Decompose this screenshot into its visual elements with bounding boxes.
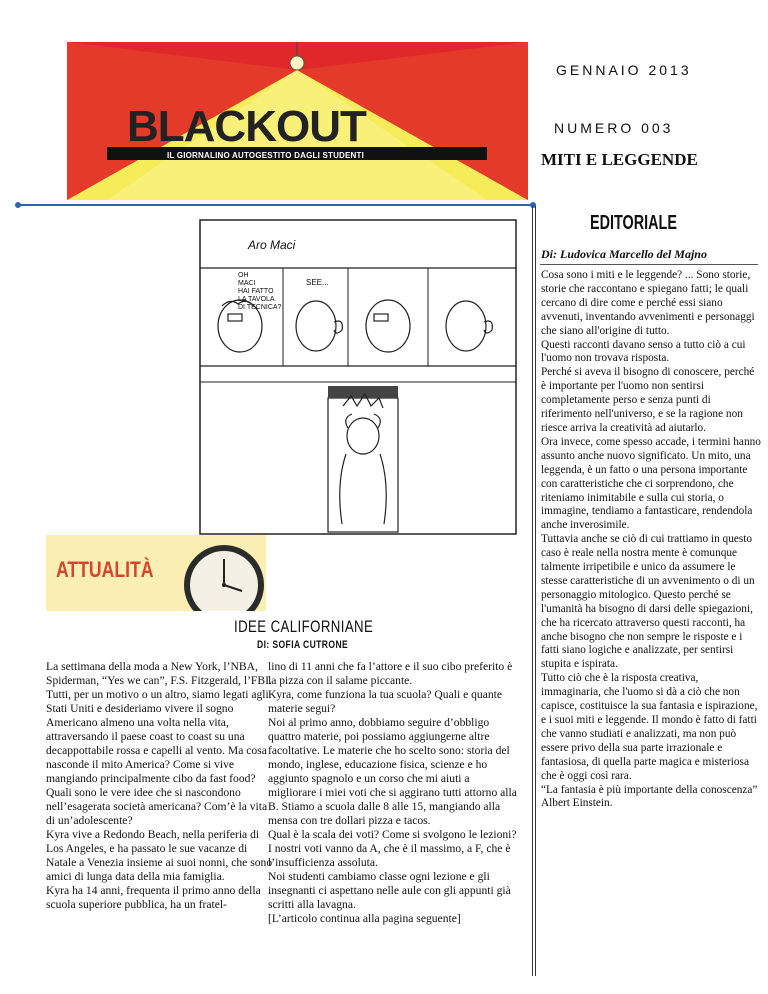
article-column-1 [46,660,274,912]
bubble-line: MACI [238,280,256,287]
article-title: IDEE CALIFORNIANE [234,617,374,636]
article-paragraph: Noi al primo anno, dobbiamo seguire d’obbligo quattro materie, poi possiamo aggiungerne altre facoltative. Le materie che ho scelto sono: storia del mondo, inglese, educazione fisica, scienze e ho aggiunto spagnolo e un corso che mi aiuti a migliorare i miei voti che si aggirano tutti attorno alla B. Stiamo a scuola dalle 8 alle 15, mangiando alla mensa con tre dollari pizza e tacos. [268,716,517,827]
article-paragraph: lino di 11 anni che fa l’attore e il suo cibo preferito è la pizza con il salame piccante. [268,660,513,687]
comic-caption: Aro Maci [248,238,296,252]
issue-theme: MITI E LEGGENDE [541,150,698,169]
character-head-3 [366,300,410,352]
article-paragraph: Noi studenti cambiamo classe ogni lezione e gli insegnanti ci aspettano nelle aule con gli appunti già scritti alla lavagna. [268,870,511,911]
issue-number: NUMERO 003 [554,120,674,136]
article-paragraph: Kyra, come funziona la tua scuola? Quali e quante materie segui? [268,688,503,715]
editorial-body [541,269,761,811]
editorial-rule [540,264,758,265]
header-rule [18,204,533,206]
article-column-2 [268,660,518,926]
editorial-heading: EDITORIALE [590,212,677,234]
bubble-line: DI TECNICA? [238,304,282,311]
comic-strip [198,218,518,536]
bubble-line: OH [238,272,249,279]
character-back-head [347,418,379,454]
bubble-line: LA TAVOLA [238,296,275,303]
speech-bubble-2: SEE... [306,278,329,287]
character-head-2 [296,301,342,351]
article-paragraph: La settimana della moda a New York, l’NBA, Spiderman, “Yes we can”, F.S. Fitzgerald, l’FBI. [46,660,272,687]
section-banner [46,535,266,611]
logo-subtitle: IL GIORNALINO AUTOGESTITO DAGLI STUDENTI [167,151,365,160]
article-paragraph: Kyra vive a Redondo Beach, nella periferia di Los Angeles, e ha passato le sue vacanze di Natale a Venezia insieme ai suoi nonni, che sono amici di lunga data della mia famiglia. [46,828,273,883]
article-byline: DI: SOFIA CUTRONE [257,639,349,651]
bubble-line: HAI FATTO [238,288,274,295]
editorial-author: Di: Ludovica Marcello del Majno [541,247,707,261]
editorial-paragraph: Perché si aveva il bisogno di conoscere, perché è importante per l'uomo non sentirsi completamente perso e senza punti di riferimento nell'universo, e se la ragione non riesce arriva la creatività ad aiutarlo. [541,366,755,434]
issue-date: GENNAIO 2013 [556,62,692,78]
editorial-paragraph: Questi racconti davano senso a tutto ciò a cui l'uomo non trovava risposta. [541,338,746,365]
article-paragraph: Tutti, per un motivo o un altro, siamo legati agli Stati Uniti e desideriamo vivere il sogno Americano almeno una volta nella vita, attraversando il paese coast to coast su una decappottabile rossa e capelli al vento. Ma cosa nasconde il mito America? Come si vive mangiando principalmente cibo da fast food? Quali sono le vere idee che si nascondono nell’esagerata società americana? Com’è la vita di un’adolescente? [46,688,269,827]
section-label: ATTUALITÀ [56,557,154,582]
editorial-paragraph: Cosa sono i miti e le leggende? ... Sono storie, storie che raccontano e spiegano fatti; le quali cercano di dire come e perché essi siano avvenuti, inventando avvenimenti e personaggi che siano all'origine di tutto. [541,269,755,337]
editorial-paragraph: “La fantasia è più importante della conoscenza” Albert Einstein. [541,783,758,810]
logo-title: BLACKOUT [127,102,366,151]
article-continuation: [L’articolo continua alla pagina seguente] [268,912,461,925]
rule-dot-left [15,202,21,208]
masthead-banner [67,42,528,200]
character-head-4 [446,301,492,351]
comic-drawing [198,218,518,536]
column-divider [532,206,536,976]
editorial-paragraph: Ora invece, come spesso accade, i termini hanno assunto anche nuovo significato. Un mito, una leggenda, è un fatto o una persona importante con caratteristiche che ci sorprendono, che riteniamo inimitabile e sulla cui storia, o immagine, tendiamo a fantasticare, rendendola anche inverosimile. [541,435,761,532]
article-paragraph: Qual è la scala dei voti? Come si svolgono le lezioni?I nostri voti vanno da A, che è il massimo, a F, che è l’insufficienza assoluta. [268,828,517,869]
editorial-paragraph: Tuttavia anche se ciò di cui trattiamo in questo caso è reale nella nostra mente è comunque talmente irripetibile e unico da assumere le stesse caratteristiche di un avvenimento o di un personaggio mitologico. Questo perché se l'umanità ha bisogno di darsi delle spiegazioni, che ha ricercato attraverso questi racconti, ha anche bisogno che non sempre le risposte e i fatti siano logiche e analizzate, per sentirsi stupita e ispirata. [541,533,755,671]
editorial-paragraph: Tutto ciò che è la risposta creativa, immaginaria, che l'uomo si dà a ciò che non capisce, costituisce la sua fantasia e ispirazione, e i suoi miti e leggende. Il mondo è fatto di fatti che vanno studiati e analizzati, ma non può essere privo della sua parte irrazionale e fantasiosa, di quella parte magica e misteriosa che è oggi così rara. [541,672,758,782]
speech-bubble-1 [238,272,281,312]
lightbulb-icon [290,56,304,70]
article-paragraph: Kyra ha 14 anni, frequenta il primo anno della scuola superiore pubblica, ha un fratel- [46,884,261,911]
